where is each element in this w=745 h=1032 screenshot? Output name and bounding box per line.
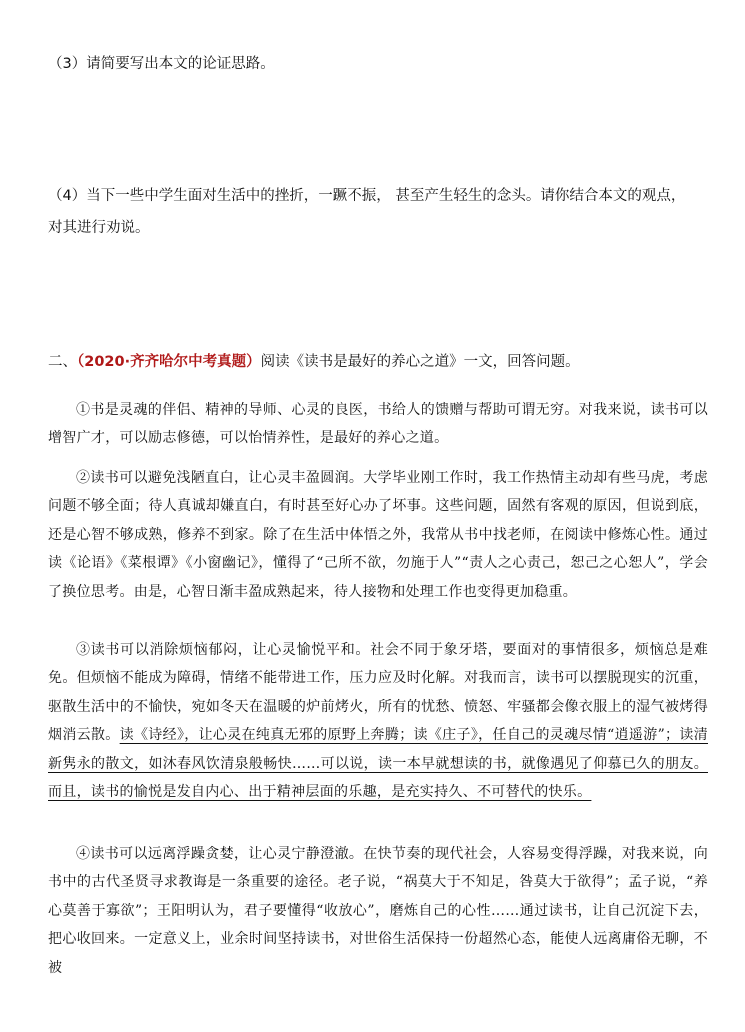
passage-paragraph-3 xyxy=(48,636,708,806)
passage-paragraph-2: ②读书可以避免浅陋直白，让心灵丰盈圆润。大学毕业刚工作时，我工作热情主动却有些马虎，考虑问题不够全面；待人真诚却嫌直白，有时甚至好心办了坏事。这些问题，固然有客观的原因，但说到底，还是心智不够成熟，修养不到家。除了在生活中体悟之外，我常从书中找老师，在阅读中修炼心性。通过读《论语》《菜根谭》《小窗幽记》，懂得了“己所不欲，勿施于人”“责人之心责己，恕己之心恕人”，学会了换位思考。由是，心智日渐丰盈成熟起来，待人接物和处理工作也变得更加稳重。 xyxy=(48,470,708,600)
passage-paragraph-1: ①书是灵魂的伴侣、精神的导师、心灵的良医，书给人的馈赠与帮助可谓无穷。对我来说，读书可以增智广才，可以励志修德，可以怡情养性，是最好的养心之道。 xyxy=(48,402,708,447)
section-number: 二、 xyxy=(48,354,77,370)
source-label: （2020·齐齐哈尔中考真题） xyxy=(77,354,261,370)
question-3: （3）请简要写出本文的论证思路。 xyxy=(48,56,275,72)
section-instruction: 阅读《读书是最好的养心之道》一文，回答问题。 xyxy=(260,354,580,370)
section-heading xyxy=(48,346,708,378)
paragraph-3-text: ③读书可以消除烦恼郁闷，让心灵愉悦平和。社会不同于象牙塔，要面对的事情很多，烦恼总是难免。但烦恼不能成为障碍，情绪不能带进工作，压力应及时化解。对我而言，读书可以摆脱现实的沉重，驱散生活中的不愉快，宛如冬天在温暖的炉前烤火，所有的忧愁、愤怒、牢骚都会像衣服上的湿气被烤得烟消云散。 xyxy=(48,642,708,744)
question-4: （4）当下一些中学生面对生活中的挫折，一蹶不振， 甚至产生轻生的念头。请你结合本文的观点，对其进行劝说。 xyxy=(48,188,686,236)
underlined-sentence: 读《诗经》，让心灵在纯真无邪的原野上奔腾；读《庄子》，任自己的灵魂尽情“逍遥游”；读清新隽永的散文，如沐春风饮清泉般畅快……可以说，读一本早就想读的书，就像遇见了仰慕已久的朋友。而且，读书的愉悦是发自内心、出于精神层面的乐趣，是充实持久、不可替代的快乐。 xyxy=(48,727,708,801)
passage-paragraph-4: ④读书可以远离浮躁贪婪，让心灵宁静澄澈。在快节奏的现代社会，人容易变得浮躁，对我来说，向书中的古代圣贤寻求教诲是一条重要的途径。老子说，“祸莫大于不知足，咎莫大于欲得”；孟子说，“养心莫善于寡欲”；王阳明认为，君子要懂得“收放心”，磨炼自己的心性……通过读书，让自己沉淀下去，把心收回来。一定意义上，业余时间坚持读书，对世俗生活保持一份超然心态，能使人远离庸俗无聊，不被 xyxy=(48,846,708,976)
